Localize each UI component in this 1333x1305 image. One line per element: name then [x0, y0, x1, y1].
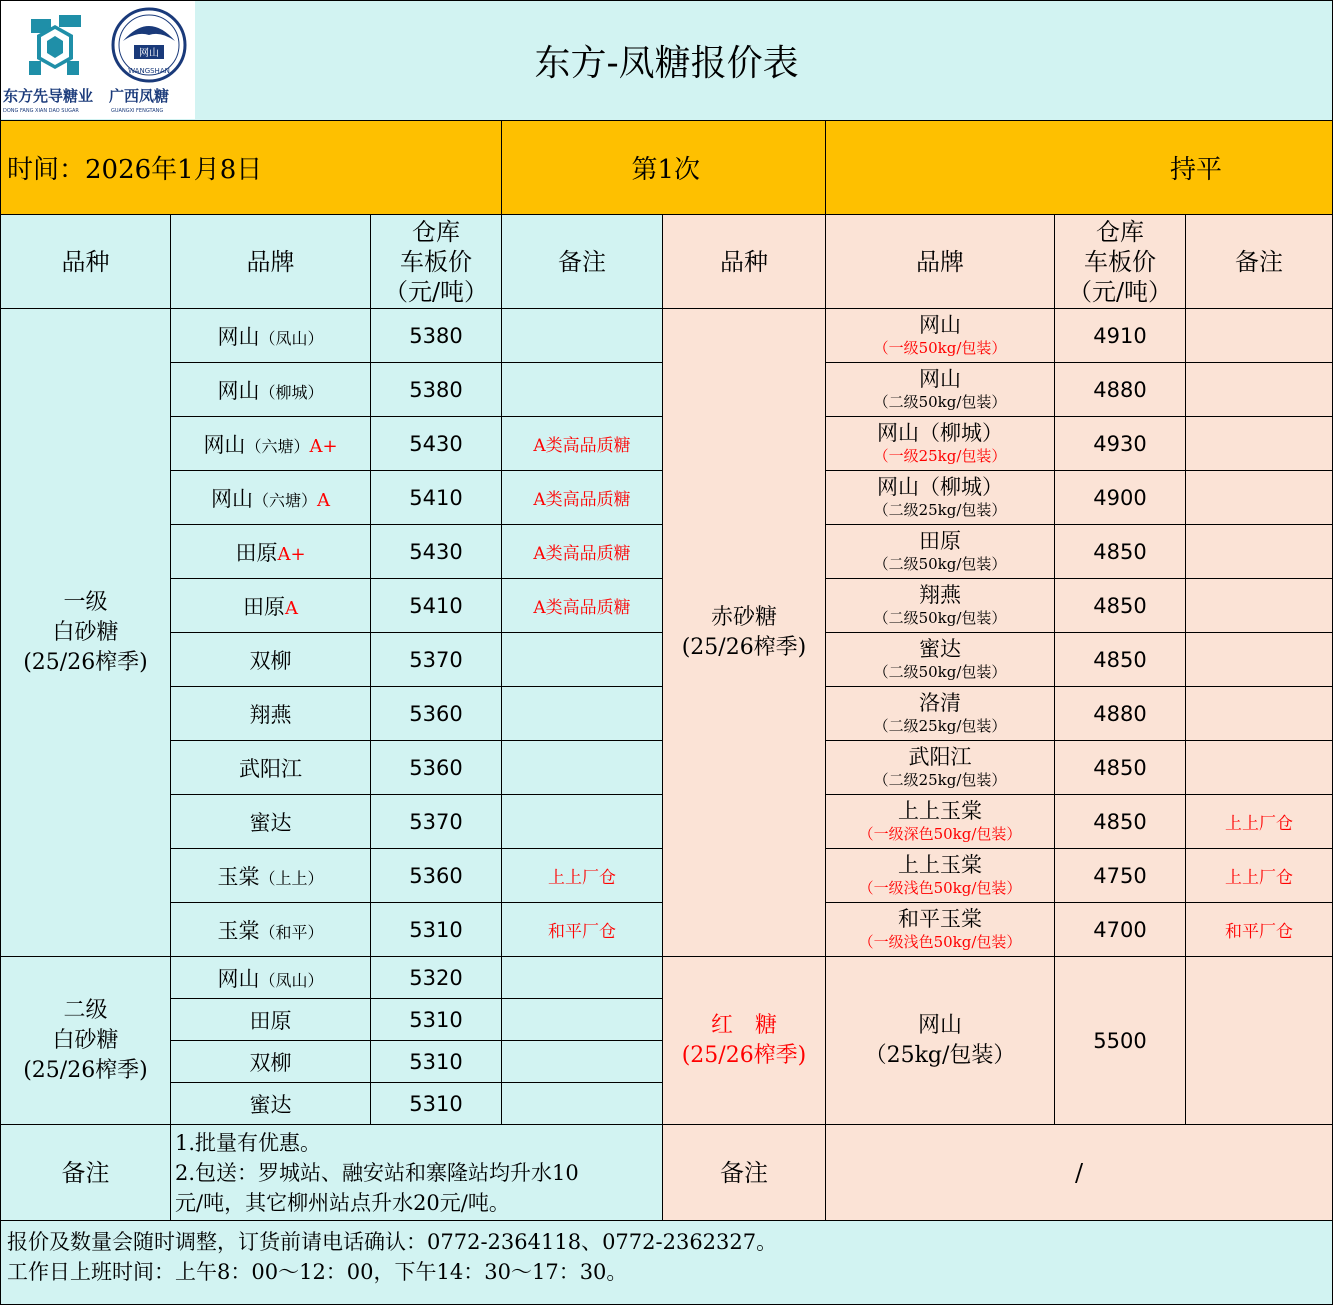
left-brand: 蜜达 [171, 1083, 371, 1125]
left-remark: 和平厂仓 [502, 903, 663, 957]
left-brand: 田原 [171, 999, 371, 1041]
right-remark [1186, 363, 1333, 417]
header-brand-right: 品牌 [826, 215, 1055, 309]
left-remark [502, 957, 663, 999]
brown-brand: 网山 （25kg/包装） [826, 957, 1055, 1125]
right-brand: 田原 （二级50kg/包装） [826, 525, 1055, 579]
right-remark [1186, 525, 1333, 579]
left-remark: 上上厂仓 [502, 849, 663, 903]
right-price: 4700 [1055, 903, 1186, 957]
left-price: 5310 [371, 1041, 502, 1083]
right-price: 4750 [1055, 849, 1186, 903]
left-price: 5410 [371, 471, 502, 525]
right-brand: 网山 （一级50kg/包装） [826, 309, 1055, 363]
right-remark [1186, 741, 1333, 795]
left-brand: 网山（凤山） [171, 957, 371, 999]
footer [1, 1221, 1333, 1305]
right-remark [1186, 633, 1333, 687]
group-brown-sugar: 红 糖 (25/26榨季) [663, 957, 826, 1125]
right-price: 4850 [1055, 579, 1186, 633]
seal-text: 网山 [139, 48, 159, 59]
right-brand: 上上玉棠 （一级浅色50kg/包装） [826, 849, 1055, 903]
right-remark [1186, 417, 1333, 471]
notes-left: 1.批量有优惠。 2.包送：罗城站、融安站和寨隆站均升水10 元/吨，其它柳州站点升水20元/吨。 [171, 1125, 663, 1221]
left-brand: 翔燕 [171, 687, 371, 741]
right-brand: 网山（柳城） （二级25kg/包装） [826, 471, 1055, 525]
right-remark [1186, 579, 1333, 633]
brown-price: 5500 [1055, 957, 1186, 1125]
left-brand: 武阳江 [171, 741, 371, 795]
left-price: 5320 [371, 957, 502, 999]
left-remark [502, 633, 663, 687]
left-price: 5360 [371, 741, 502, 795]
header-price-left: 仓库 车板价 （元/吨） [371, 215, 502, 309]
logo-area [1, 1, 195, 119]
left-brand: 玉棠（和平） [171, 903, 371, 957]
left-remark [502, 741, 663, 795]
left-remark [502, 999, 663, 1041]
left-price: 5310 [371, 903, 502, 957]
left-price: 5410 [371, 579, 502, 633]
left-remark: A类高品质糖 [502, 471, 663, 525]
left-price: 5430 [371, 417, 502, 471]
right-price: 4850 [1055, 741, 1186, 795]
left-brand: 网山（凤山） [171, 309, 371, 363]
header-brand-left: 品牌 [171, 215, 371, 309]
right-brand: 蜜达 （二级50kg/包装） [826, 633, 1055, 687]
left-price: 5380 [371, 309, 502, 363]
right-brand: 网山 （二级50kg/包装） [826, 363, 1055, 417]
left-price: 5370 [371, 795, 502, 849]
brown-remark [1186, 957, 1333, 1125]
left-price: 5310 [371, 999, 502, 1041]
left-price: 5430 [371, 525, 502, 579]
right-brand: 和平玉棠 （一级浅色50kg/包装） [826, 903, 1055, 957]
title-cell [1, 1, 1333, 121]
left-price: 5360 [371, 687, 502, 741]
left-price: 5380 [371, 363, 502, 417]
right-price: 4850 [1055, 795, 1186, 849]
left-brand: 田原A [171, 579, 371, 633]
right-price: 4930 [1055, 417, 1186, 471]
left-remark [502, 687, 663, 741]
header-remark-right: 备注 [1186, 215, 1333, 309]
header-variety-right: 品种 [663, 215, 826, 309]
right-remark: 和平厂仓 [1186, 903, 1333, 957]
seal-text-en: WANGSHAN [128, 67, 170, 75]
date-label: 时间：2026年1月8日 [1, 121, 502, 215]
right-brand: 上上玉棠 （一级深色50kg/包装） [826, 795, 1055, 849]
dongfang-name: 东方先导糖业 [3, 87, 94, 105]
fengtang-name-en: GUANGXI FENGTANG [111, 108, 164, 114]
header-variety-left: 品种 [1, 215, 171, 309]
left-brand: 网山（六塘）A+ [171, 417, 371, 471]
trend-label: 持平 [826, 121, 1333, 215]
notes-right: / [826, 1125, 1333, 1221]
right-price: 4880 [1055, 687, 1186, 741]
right-price: 4910 [1055, 309, 1186, 363]
left-remark [502, 795, 663, 849]
notes-label-right: 备注 [663, 1125, 826, 1221]
left-brand: 双柳 [171, 633, 371, 687]
notes-label-left: 备注 [1, 1125, 171, 1221]
left-brand: 田原A+ [171, 525, 371, 579]
company-logos [1, 1, 195, 119]
header-price-right: 仓库 车板价 （元/吨） [1055, 215, 1186, 309]
left-brand: 网山（柳城） [171, 363, 371, 417]
dongfang-name-en: DONG FANG XIAN DAO SUGAR [3, 108, 79, 114]
header-remark-left: 备注 [502, 215, 663, 309]
right-price: 4900 [1055, 471, 1186, 525]
left-remark: A类高品质糖 [502, 417, 663, 471]
right-price: 4880 [1055, 363, 1186, 417]
right-brand: 武阳江 （二级25kg/包装） [826, 741, 1055, 795]
group-grade1: 一级 白砂糖 (25/26榨季) [1, 309, 171, 957]
footer-line-2: 工作日上班时间：上午8：00～12：00，下午14：30～17：30。 [7, 1260, 628, 1284]
right-remark: 上上厂仓 [1186, 849, 1333, 903]
left-remark [502, 1041, 663, 1083]
fengtang-name: 广西凤糖 [109, 87, 170, 105]
left-remark [502, 1083, 663, 1125]
footer-line-1: 报价及数量会随时调整，订货前请电话确认：0772-2364118、0772-2362327。 [7, 1230, 778, 1254]
left-price: 5310 [371, 1083, 502, 1125]
round-label: 第1次 [502, 121, 826, 215]
page-title: 东方-凤糖报价表 [534, 43, 799, 84]
right-remark: 上上厂仓 [1186, 795, 1333, 849]
left-brand: 蜜达 [171, 795, 371, 849]
right-brand: 网山（柳城） （一级25kg/包装） [826, 417, 1055, 471]
right-price: 4850 [1055, 525, 1186, 579]
left-brand: 双柳 [171, 1041, 371, 1083]
left-remark [502, 309, 663, 363]
group-raw-sugar: 赤砂糖 (25/26榨季) [663, 309, 826, 957]
left-brand: 网山（六塘）A [171, 471, 371, 525]
left-remark: A类高品质糖 [502, 579, 663, 633]
right-price: 4850 [1055, 633, 1186, 687]
right-remark [1186, 687, 1333, 741]
left-price: 5370 [371, 633, 502, 687]
wangshan-seal-icon [113, 9, 185, 81]
right-remark [1186, 471, 1333, 525]
left-remark [502, 363, 663, 417]
right-remark [1186, 309, 1333, 363]
group-grade2: 二级 白砂糖 (25/26榨季) [1, 957, 171, 1125]
left-brand: 玉棠（上上） [171, 849, 371, 903]
dongfang-logo-icon [29, 15, 81, 75]
right-brand: 翔燕 （二级50kg/包装） [826, 579, 1055, 633]
left-remark: A类高品质糖 [502, 525, 663, 579]
right-brand: 洛清 （二级25kg/包装） [826, 687, 1055, 741]
left-price: 5360 [371, 849, 502, 903]
